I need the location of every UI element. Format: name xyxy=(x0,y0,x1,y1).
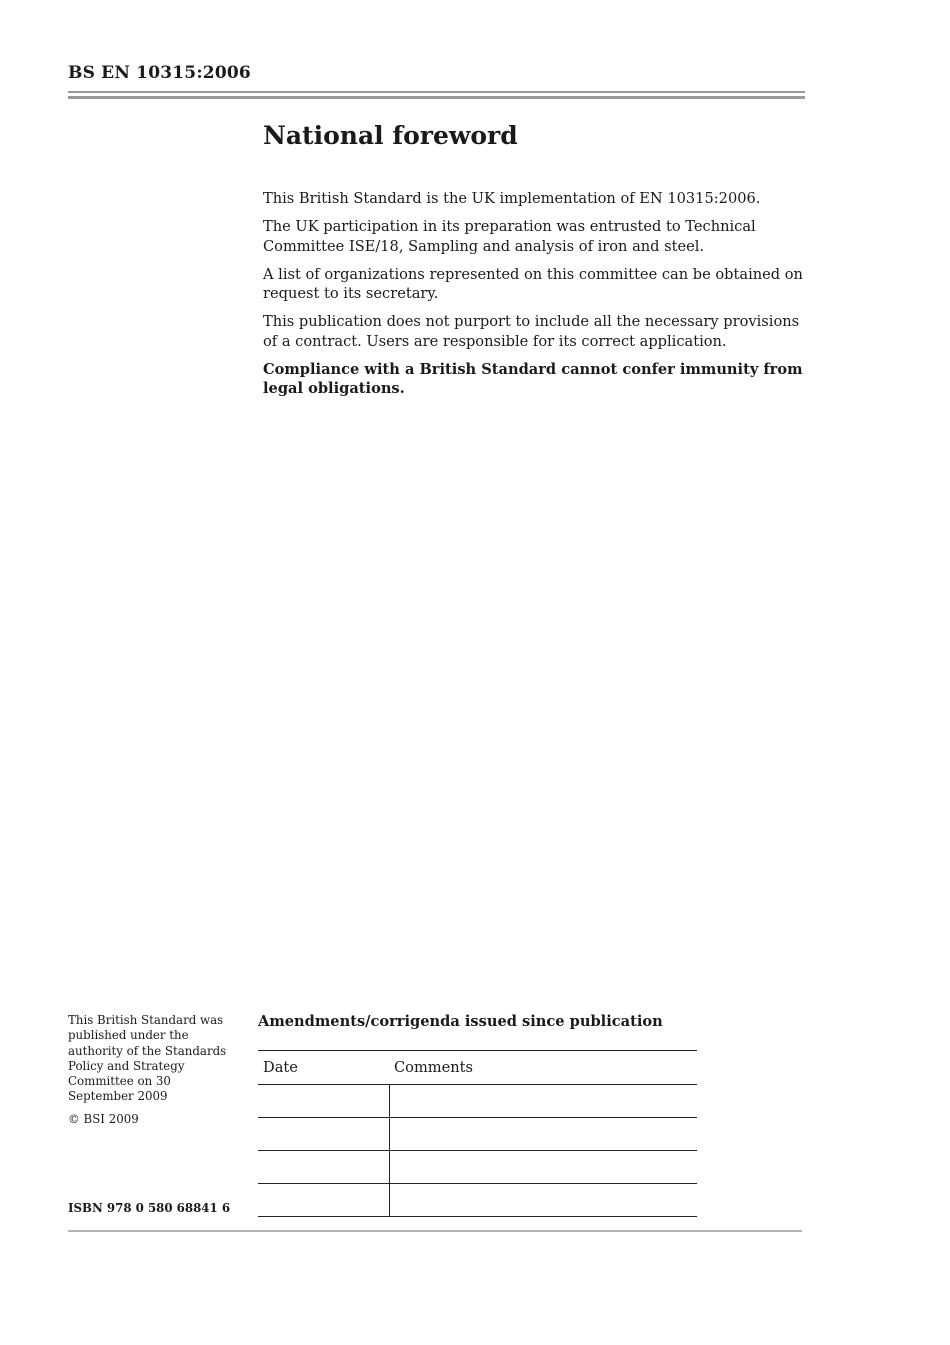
compliance-note: Compliance with a British Standard cannot confer immunity from legal obligations. xyxy=(263,360,803,397)
foreword-paragraph-committee: The UK participation in its preparation was entrusted to Technical Committee ISE/18, Sampling and analysis of iron and steel. xyxy=(263,218,756,255)
table-row xyxy=(258,1085,697,1118)
date-cell xyxy=(258,1085,389,1118)
comments-cell xyxy=(389,1151,697,1184)
foreword-paragraph-provisions: This publication does not purport to include all the necessary provisions of a contract. Users are responsible for its correct application. xyxy=(263,313,800,350)
publication-note: This British Standard was published under the authority of the Standards Policy and Strategy Committee on 30 September 2009 xyxy=(68,1013,227,1104)
table-row xyxy=(258,1118,697,1151)
page-title: National foreword xyxy=(263,121,518,150)
date-cell xyxy=(258,1118,389,1151)
foreword-paragraph-organizations: A list of organizations represented on this committee can be obtained on request to its secretary. xyxy=(263,265,803,302)
comments-cell xyxy=(389,1184,697,1217)
table-row xyxy=(258,1151,697,1184)
foreword-body xyxy=(263,189,808,407)
comments-cell xyxy=(389,1118,697,1151)
standard-number: BS EN 10315:2006 xyxy=(68,63,251,83)
amendments-heading: Amendments/corrigenda issued since publication xyxy=(258,1013,663,1030)
header-rule-bottom xyxy=(68,96,805,99)
isbn: ISBN 978 0 580 68841 6 xyxy=(68,1201,231,1215)
table-row xyxy=(258,1184,697,1217)
header-rule-top xyxy=(68,91,805,93)
amendments-header-row xyxy=(258,1051,697,1085)
amendments-table xyxy=(258,1050,697,1217)
date-cell xyxy=(258,1184,389,1217)
column-header-date: Date xyxy=(258,1051,389,1085)
copyright-notice: © BSI 2009 xyxy=(68,1111,139,1126)
footer-rule xyxy=(68,1230,802,1232)
column-header-comments: Comments xyxy=(389,1051,697,1085)
publication-sidebar xyxy=(68,1013,233,1134)
comments-cell xyxy=(389,1085,697,1118)
date-cell xyxy=(258,1151,389,1184)
foreword-paragraph-implementation: This British Standard is the UK implementation of EN 10315:2006. xyxy=(263,190,761,207)
